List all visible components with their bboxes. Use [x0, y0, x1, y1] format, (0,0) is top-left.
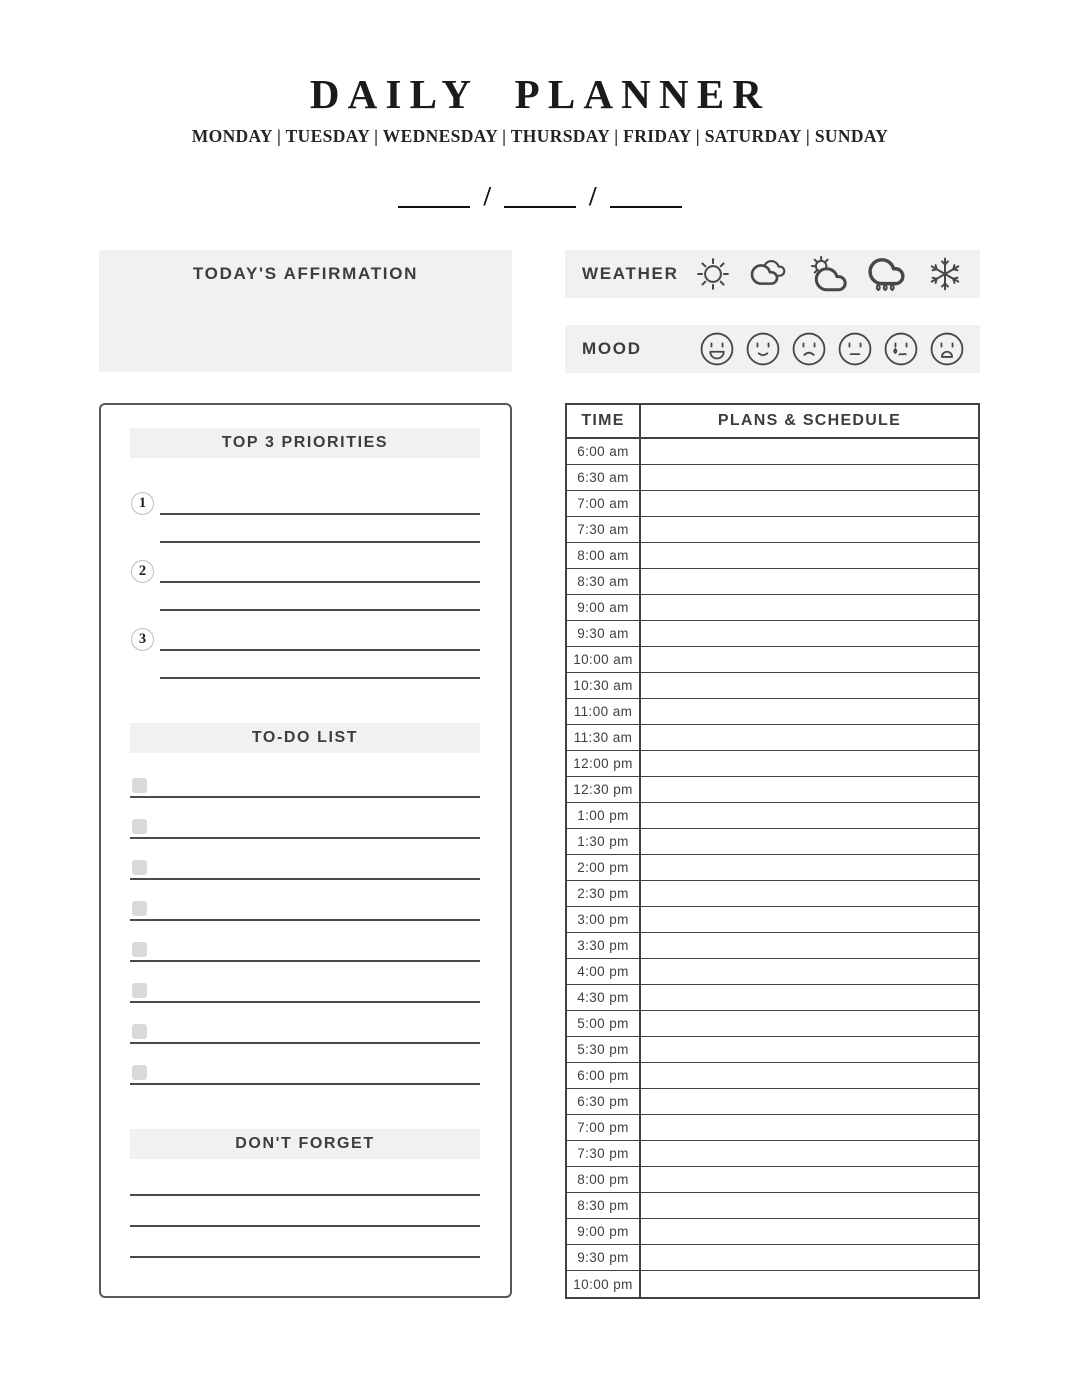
todo-write-line[interactable]	[130, 919, 480, 921]
schedule-row	[567, 543, 978, 569]
todo-item	[130, 978, 480, 1019]
priority-item	[130, 627, 480, 695]
priority-item	[130, 491, 480, 559]
todo-list	[130, 773, 480, 1101]
schedule-time-cell: 3:00 pm	[567, 907, 641, 932]
schedule-row	[567, 621, 978, 647]
schedule-time-cell: 3:30 pm	[567, 933, 641, 958]
schedule-row	[567, 725, 978, 751]
schedule-plan-cell[interactable]	[641, 725, 978, 750]
schedule-plan-cell[interactable]	[641, 1193, 978, 1218]
snowflake-icon[interactable]	[924, 253, 966, 295]
schedule-time-cell: 8:00 am	[567, 543, 641, 568]
schedule-time-cell: 12:00 pm	[567, 751, 641, 776]
schedule-plan-cell[interactable]	[641, 881, 978, 906]
schedule-row	[567, 465, 978, 491]
schedule-time-cell: 5:00 pm	[567, 1011, 641, 1036]
date-slash: /	[589, 181, 597, 211]
time-column-header: TIME	[567, 405, 641, 437]
schedule-time-cell: 9:00 pm	[567, 1219, 641, 1244]
dont-forget-write-line[interactable]	[130, 1227, 480, 1258]
schedule-row	[567, 855, 978, 881]
mood-icons	[698, 330, 966, 368]
dont-forget-header: DON'T FORGET	[130, 1129, 480, 1159]
todo-write-line[interactable]	[130, 878, 480, 880]
todo-checkbox[interactable]	[132, 819, 147, 834]
priority-write-line[interactable]	[160, 649, 480, 651]
schedule-row	[567, 1219, 978, 1245]
weekday-selector-line: MONDAY | TUESDAY | WEDNESDAY | THURSDAY | FRIDAY | SATURDAY | SUNDAY	[191, 126, 889, 146]
schedule-time-cell: 2:30 pm	[567, 881, 641, 906]
priority-number-badge: 1	[131, 492, 154, 515]
dont-forget-write-line[interactable]	[130, 1196, 480, 1227]
todo-write-line[interactable]	[130, 796, 480, 798]
priority-item	[130, 559, 480, 627]
schedule-row	[567, 907, 978, 933]
todo-write-line[interactable]	[130, 1083, 480, 1085]
schedule-row	[567, 1115, 978, 1141]
frowning-face-icon[interactable]	[790, 330, 828, 368]
priority-write-line[interactable]	[160, 677, 480, 679]
schedule-plan-cell[interactable]	[641, 1115, 978, 1140]
schedule-time-cell: 4:00 pm	[567, 959, 641, 984]
schedule-plan-cell[interactable]	[641, 673, 978, 698]
priorities-header: TOP 3 PRIORITIES	[130, 428, 480, 458]
schedule-time-cell: 11:30 am	[567, 725, 641, 750]
schedule-time-cell: 7:00 am	[567, 491, 641, 516]
schedule-row	[567, 1193, 978, 1219]
schedule-time-cell: 7:00 pm	[567, 1115, 641, 1140]
schedule-time-cell: 1:30 pm	[567, 829, 641, 854]
schedule-row	[567, 1245, 978, 1271]
schedule-row	[567, 829, 978, 855]
schedule-row	[567, 777, 978, 803]
todo-checkbox[interactable]	[132, 942, 147, 957]
priority-write-line[interactable]	[160, 513, 480, 515]
date-fields	[0, 176, 1080, 211]
schedule-time-cell: 9:30 am	[567, 621, 641, 646]
schedule-row	[567, 803, 978, 829]
todo-item	[130, 1060, 480, 1101]
schedule-plan-cell[interactable]	[641, 569, 978, 594]
left-panel	[99, 403, 512, 1298]
todo-item	[130, 937, 480, 978]
schedule-plan-cell[interactable]	[641, 985, 978, 1010]
schedule-plan-cell[interactable]	[641, 491, 978, 516]
smiling-face-icon[interactable]	[744, 330, 782, 368]
schedule-row	[567, 699, 978, 725]
affirmation-title: TODAY'S AFFIRMATION	[192, 264, 419, 283]
schedule-time-cell: 8:00 pm	[567, 1167, 641, 1192]
todo-item	[130, 814, 480, 855]
todo-checkbox[interactable]	[132, 860, 147, 875]
schedule-row	[567, 959, 978, 985]
schedule-body	[567, 439, 978, 1297]
todo-header: TO-DO LIST	[130, 723, 480, 753]
schedule-plan-cell[interactable]	[641, 595, 978, 620]
priority-number-badge: 2	[131, 560, 154, 583]
schedule-plan-cell[interactable]	[641, 829, 978, 854]
schedule-plan-cell[interactable]	[641, 699, 978, 724]
schedule-row	[567, 439, 978, 465]
todo-write-line[interactable]	[130, 1001, 480, 1003]
todo-write-line[interactable]	[130, 960, 480, 962]
schedule-time-cell: 6:30 pm	[567, 1089, 641, 1114]
schedule-time-cell: 10:30 am	[567, 673, 641, 698]
schedule-plan-cell[interactable]	[641, 1063, 978, 1088]
schedule-plan-cell[interactable]	[641, 777, 978, 802]
schedule-plan-cell[interactable]	[641, 647, 978, 672]
schedule-row	[567, 985, 978, 1011]
schedule-row	[567, 1271, 978, 1297]
schedule-row	[567, 491, 978, 517]
schedule-row	[567, 1011, 978, 1037]
schedule-time-cell: 12:30 pm	[567, 777, 641, 802]
priorities-list	[130, 491, 480, 695]
crying-face-icon[interactable]	[882, 330, 920, 368]
schedule-row	[567, 1167, 978, 1193]
schedule-row	[567, 569, 978, 595]
schedule-plan-cell[interactable]	[641, 1219, 978, 1244]
schedule-plan-cell[interactable]	[641, 1245, 978, 1270]
schedule-plan-cell[interactable]	[641, 439, 978, 464]
weather-label: WEATHER	[582, 264, 679, 283]
schedule-row	[567, 647, 978, 673]
neutral-face-icon[interactable]	[836, 330, 874, 368]
schedule-time-cell: 6:00 pm	[567, 1063, 641, 1088]
schedule-row	[567, 751, 978, 777]
schedule-row	[567, 1063, 978, 1089]
schedule-row	[567, 1037, 978, 1063]
schedule-row	[567, 1089, 978, 1115]
schedule-time-cell: 8:30 pm	[567, 1193, 641, 1218]
schedule-header-row	[567, 405, 978, 439]
rain-icon[interactable]	[866, 253, 908, 295]
schedule-time-cell: 9:00 am	[567, 595, 641, 620]
schedule-time-cell: 5:30 pm	[567, 1037, 641, 1062]
schedule-time-cell: 1:00 pm	[567, 803, 641, 828]
schedule-plan-cell[interactable]	[641, 1141, 978, 1166]
schedule-time-cell: 10:00 pm	[567, 1271, 641, 1297]
schedule-row	[567, 1141, 978, 1167]
mood-section	[565, 325, 980, 373]
weather-section	[565, 250, 980, 298]
cloudy-icon[interactable]	[750, 253, 792, 295]
schedule-plan-cell[interactable]	[641, 855, 978, 880]
todo-checkbox[interactable]	[132, 778, 147, 793]
schedule-plan-cell[interactable]	[641, 751, 978, 776]
schedule-time-cell: 8:30 am	[567, 569, 641, 594]
todo-item	[130, 896, 480, 937]
schedule-time-cell: 7:30 am	[567, 517, 641, 542]
schedule-row	[567, 881, 978, 907]
partly-cloudy-icon[interactable]	[808, 253, 850, 295]
weather-icons	[692, 253, 966, 295]
mood-label: MOOD	[582, 339, 642, 358]
schedule-time-cell: 10:00 am	[567, 647, 641, 672]
date-blank-2[interactable]	[504, 176, 576, 208]
schedule-row	[567, 517, 978, 543]
schedule-time-cell: 7:30 pm	[567, 1141, 641, 1166]
schedule-plan-cell[interactable]	[641, 1167, 978, 1192]
schedule-plan-cell[interactable]	[641, 465, 978, 490]
todo-item	[130, 855, 480, 896]
schedule-plan-cell[interactable]	[641, 803, 978, 828]
schedule-time-cell: 6:00 am	[567, 439, 641, 464]
date-blank-1[interactable]	[398, 176, 470, 208]
todo-write-line[interactable]	[130, 837, 480, 839]
sun-icon[interactable]	[692, 253, 734, 295]
schedule-time-cell: 4:30 pm	[567, 985, 641, 1010]
todo-write-line[interactable]	[130, 1042, 480, 1044]
schedule-time-cell: 2:00 pm	[567, 855, 641, 880]
grinning-face-icon[interactable]	[698, 330, 736, 368]
schedule-plan-cell[interactable]	[641, 1271, 978, 1297]
schedule-plan-cell[interactable]	[641, 933, 978, 958]
page-title: DAILY PLANNER	[309, 71, 771, 117]
date-blank-3[interactable]	[610, 176, 682, 208]
schedule-plan-cell[interactable]	[641, 621, 978, 646]
dont-forget-write-line[interactable]	[130, 1165, 480, 1196]
todays-affirmation-box[interactable]	[99, 250, 512, 372]
priority-write-line[interactable]	[160, 609, 480, 611]
todo-checkbox[interactable]	[132, 1024, 147, 1039]
schedule-time-cell: 11:00 am	[567, 699, 641, 724]
schedule-row	[567, 933, 978, 959]
plans-column-header: PLANS & SCHEDULE	[717, 412, 902, 429]
schedule-plan-cell[interactable]	[641, 543, 978, 568]
dont-forget-lines	[130, 1165, 480, 1258]
todo-item	[130, 773, 480, 814]
schedule-table	[565, 403, 980, 1299]
priority-number-badge: 3	[131, 628, 154, 651]
schedule-plan-cell[interactable]	[641, 517, 978, 542]
schedule-plan-cell[interactable]	[641, 1037, 978, 1062]
todo-checkbox[interactable]	[132, 1065, 147, 1080]
schedule-plan-cell[interactable]	[641, 1011, 978, 1036]
schedule-row	[567, 673, 978, 699]
date-slash: /	[483, 181, 491, 211]
todo-checkbox[interactable]	[132, 901, 147, 916]
todo-item	[130, 1019, 480, 1060]
schedule-row	[567, 595, 978, 621]
todo-checkbox[interactable]	[132, 983, 147, 998]
schedule-plan-cell[interactable]	[641, 907, 978, 932]
priority-write-line[interactable]	[160, 581, 480, 583]
priority-write-line[interactable]	[160, 541, 480, 543]
schedule-time-cell: 9:30 pm	[567, 1245, 641, 1270]
schedule-plan-cell[interactable]	[641, 959, 978, 984]
schedule-plan-cell[interactable]	[641, 1089, 978, 1114]
schedule-time-cell: 6:30 am	[567, 465, 641, 490]
anguished-face-icon[interactable]	[928, 330, 966, 368]
